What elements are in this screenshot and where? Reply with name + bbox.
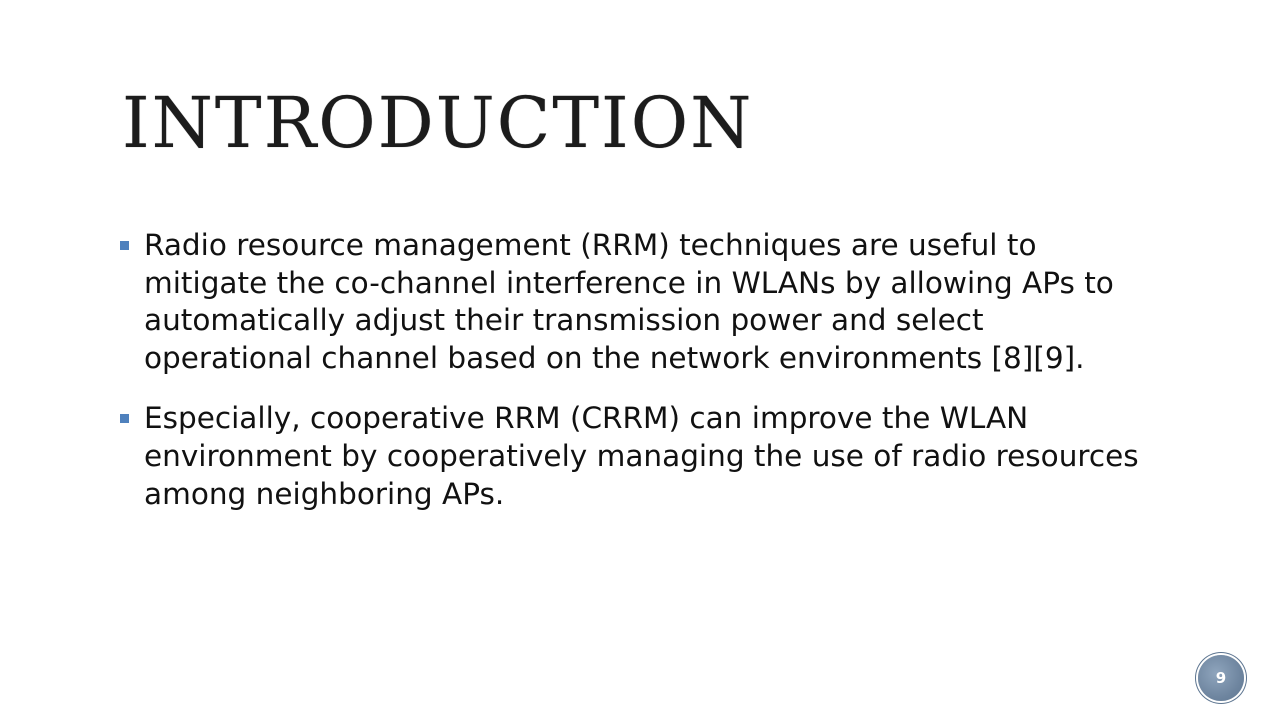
square-bullet-icon	[120, 241, 129, 250]
bullet-text: Radio resource management (RRM) techniques are useful to mitigate the co-channel interference in WLANs by allowing APs to automatically adjust their transmission power and select operational channel based on the network environments [8][9].	[144, 228, 1114, 375]
page-number-badge	[1198, 655, 1244, 701]
bullet-item	[120, 227, 1160, 377]
bullet-list	[120, 227, 1160, 536]
bullet-text: Especially, cooperative RRM (CRRM) can improve the WLAN environment by cooperatively managing the use of radio resources among neighboring APs.	[144, 401, 1139, 511]
slide-title: INTRODUCTION	[122, 82, 754, 164]
page-number: 9	[1215, 669, 1227, 687]
bullet-item	[120, 400, 1160, 513]
square-bullet-icon	[120, 414, 129, 423]
